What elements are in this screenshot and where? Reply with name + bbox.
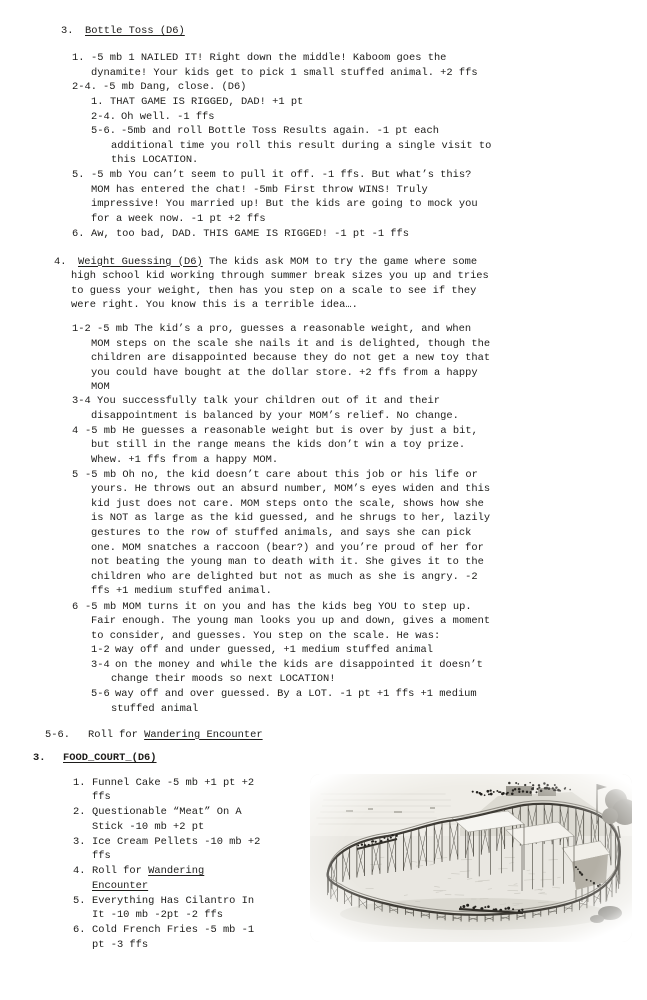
weight-guessing-result-5-line-4: is NOT as large as the kid guessed, and he shrugs to her, lazily bbox=[91, 512, 491, 525]
bottle-toss-heading: Bottle Toss (D6) bbox=[85, 25, 185, 37]
food-court-item-4-line-2: Encounter bbox=[92, 879, 149, 892]
weight-guessing-result-6-line-2: Fair enough. The young man looks you up and down, gives a moment bbox=[91, 615, 491, 628]
weight-guessing-heading-marker: 4. bbox=[54, 255, 67, 268]
weight-guessing-result-5-line-2: yours. He throws out an absurd number, MOM’s eyes widen and this bbox=[91, 483, 491, 496]
weight-guessing-result-5-line-6: one. MOM snatches a raccoon (bear?) and you’re proud of her for bbox=[91, 541, 484, 554]
roll-wandering-encounter-marker: 5-6. bbox=[45, 728, 70, 741]
food-court-item-6-line-2: pt -3 ffs bbox=[92, 938, 149, 951]
bottle-toss-result-6: Aw, too bad, DAD. THIS GAME IS RIGGED! -1 pt -1 ffs bbox=[91, 228, 410, 240]
bottle-toss-result-1-marker: 1. bbox=[72, 52, 85, 64]
weight-guessing-6-sub-5-6-marker: 5-6 bbox=[91, 688, 110, 700]
food-court-item-1-line-1: Funnel Cake -5 mb +1 pt +2 bbox=[92, 776, 255, 789]
roller-coaster-engraving bbox=[310, 774, 632, 942]
food-court-item-2-line-2: Stick -10 mb +2 pt bbox=[92, 820, 205, 833]
bottle-toss-result-1-line-1: -5 mb 1 NAILED IT! Right down the middle! Kaboom goes the bbox=[91, 52, 447, 64]
weight-guessing-result-1-2-line-4: you could have bought at the dollar store. +2 ffs from a happy bbox=[91, 366, 478, 379]
weight-guessing-6-sub-1-2: way off and under guessed, +1 medium stuffed animal bbox=[115, 644, 434, 656]
bottle-toss-result-5-line-2: MOM has entered the chat! -5mb First throw WINS! Truly bbox=[91, 183, 428, 196]
weight-guessing-heading-line-1: Weight Guessing (D6) The kids ask MOM to try the game where some bbox=[78, 255, 478, 268]
food-court-item-3-marker: 3. bbox=[73, 835, 86, 848]
food-court-item-5-line-1: Everything Has Cilantro In bbox=[92, 894, 255, 907]
weight-guessing-6-sub-5-6-line-1: way off and over guessed. By a LOT. -1 pt +1 ffs +1 medium bbox=[115, 688, 477, 700]
weight-guessing-result-3-4-line-1: You successfully talk your children out of it and their bbox=[97, 395, 440, 407]
bottle-toss-result-5-line-4: for a week now. -1 pt +2 ffs bbox=[91, 212, 266, 225]
bottle-toss-result-5-line-1: -5 mb You can’t seem to pull it off. -1 ffs. But what’s this? bbox=[91, 169, 472, 181]
food-court-item-2-line-1: Questionable “Meat” On A bbox=[92, 806, 242, 818]
weight-guessing-result-4-line-2: but still in the range means the kids don’t win a toy prize. bbox=[91, 439, 466, 452]
weight-guessing-result-5-line-5: gestures to the row of stuffed animals, and says she can pick bbox=[91, 526, 472, 539]
food-court-item-3-line-2: ffs bbox=[92, 850, 111, 863]
bottle-toss-2-4-sub-5-6-line-3: this LOCATION. bbox=[111, 154, 199, 167]
bottle-toss-result-2-4-marker: 2-4. bbox=[72, 81, 97, 93]
food-court-heading-marker: 3. bbox=[33, 752, 46, 764]
bottle-toss-2-4-sub-5-6-line-2: additional time you roll this result during a single visit to bbox=[111, 139, 492, 152]
bottle-toss-result-1-line-2: dynamite! Your kids get to pick 1 small stuffed animal. +2 ffs bbox=[91, 66, 478, 79]
weight-guessing-result-1-2-marker: 1-2 bbox=[72, 323, 91, 335]
bottle-toss-2-4-sub-1-marker: 1. bbox=[91, 96, 104, 108]
food-court-item-4-line-1: Roll for Wandering bbox=[92, 865, 205, 877]
weight-guessing-result-4-marker: 4 bbox=[72, 424, 79, 437]
food-court-item-5-marker: 5. bbox=[73, 894, 86, 907]
food-court-item-4-marker: 4. bbox=[73, 865, 86, 877]
weight-guessing-result-1-2-line-2: MOM steps on the scale she nails it and is delighted, though the bbox=[91, 337, 491, 350]
bottle-toss-heading-marker: 3. bbox=[61, 25, 74, 37]
food-court-item-1-line-2: ffs bbox=[92, 791, 111, 804]
weight-guessing-result-5-line-9: ffs +1 medium stuffed animal. bbox=[91, 585, 272, 598]
weight-guessing-result-4-line-3: Whew. +1 ffs from a happy MOM. bbox=[91, 453, 279, 466]
weight-guessing-result-6-marker: 6 bbox=[72, 600, 79, 613]
bottle-toss-2-4-sub-1: THAT GAME IS RIGGED, DAD! +1 pt bbox=[110, 96, 304, 108]
roll-wandering-encounter: Roll for Wandering Encounter bbox=[88, 728, 263, 741]
weight-guessing-result-5-line-3: kid just does not care. MOM steps onto the scale, shows how she bbox=[91, 497, 484, 510]
weight-guessing-6-sub-3-4-marker: 3-4 bbox=[91, 658, 110, 671]
vignette-fade bbox=[310, 774, 632, 942]
weight-guessing-result-6-line-3: to consider, and guesses. You step on the scale. He was: bbox=[91, 629, 441, 642]
weight-guessing-6-sub-5-6-line-2: stuffed animal bbox=[111, 702, 199, 715]
weight-guessing-6-sub-1-2-marker: 1-2 bbox=[91, 644, 110, 656]
weight-guessing-result-1-2-line-5: MOM bbox=[91, 381, 110, 394]
food-court-item-5-line-2: It -10 mb -2pt -2 ffs bbox=[92, 909, 223, 922]
weight-guessing-heading-line-4: were right. You know this is a terrible idea…. bbox=[71, 299, 358, 312]
weight-guessing-result-5-line-1: -5 mb Oh no, the kid doesn’t care about this job or his life or bbox=[85, 468, 478, 481]
food-court-item-2-marker: 2. bbox=[73, 806, 86, 818]
roller-coaster-illustration bbox=[310, 774, 632, 942]
weight-guessing-result-1-2-line-3: children are disappointed because they do not get a new toy that bbox=[91, 352, 491, 365]
bottle-toss-result-6-marker: 6. bbox=[72, 228, 85, 240]
bottle-toss-2-4-sub-5-6-line-1: -5mb and roll Bottle Toss Results again. -1 pt each bbox=[121, 125, 440, 137]
bottle-toss-result-5-line-3: impressive! You married up! But the kids are going to mock you bbox=[91, 198, 478, 211]
bottle-toss-result-5-marker: 5. bbox=[72, 169, 85, 181]
weight-guessing-result-5-marker: 5 bbox=[72, 468, 79, 481]
bottle-toss-result-2-4: -5 mb Dang, close. (D6) bbox=[103, 81, 247, 93]
weight-guessing-heading-line-2: high school kid working through summer break sizes you up and tries bbox=[71, 270, 489, 283]
food-court-item-3-line-1: Ice Cream Pellets -10 mb +2 bbox=[92, 835, 261, 848]
weight-guessing-heading-line-3: to guess your weight, then has you step on a scale to see if they bbox=[71, 284, 477, 297]
food-court-heading: FOOD_COURT_(D6) bbox=[63, 752, 157, 764]
bottle-toss-2-4-sub-2-4-marker: 2-4. bbox=[91, 110, 116, 123]
food-court-item-6-line-1: Cold French Fries -5 mb -1 bbox=[92, 924, 255, 936]
weight-guessing-result-4-line-1: -5 mb He guesses a reasonable weight but is over by just a bit, bbox=[85, 424, 478, 437]
weight-guessing-result-5-line-7: not beating the young man to death with it. She gives it to the bbox=[91, 556, 484, 569]
weight-guessing-result-3-4-line-2: disappointment is balanced by your MOM’s relief. No change. bbox=[91, 409, 459, 422]
weight-guessing-result-5-line-8: children who are delighted but not as much as she is angry. -2 bbox=[91, 570, 478, 583]
bottle-toss-2-4-sub-5-6-marker: 5-6. bbox=[91, 125, 116, 137]
weight-guessing-6-sub-3-4-line-2: change their moods so next LOCATION! bbox=[111, 673, 336, 686]
bottle-toss-2-4-sub-2-4: Oh well. -1 ffs bbox=[121, 110, 215, 123]
weight-guessing-6-sub-3-4-line-1: on the money and while the kids are disappointed it doesn’t bbox=[115, 658, 483, 671]
food-court-item-6-marker: 6. bbox=[73, 924, 86, 936]
food-court-item-1-marker: 1. bbox=[73, 776, 86, 789]
weight-guessing-result-1-2-line-1: -5 mb The kid’s a pro, guesses a reasonable weight, and when bbox=[97, 323, 472, 335]
weight-guessing-result-3-4-marker: 3-4 bbox=[72, 395, 91, 407]
weight-guessing-result-6-line-1: -5 mb MOM turns it on you and has the kids beg YOU to step up. bbox=[85, 600, 472, 613]
